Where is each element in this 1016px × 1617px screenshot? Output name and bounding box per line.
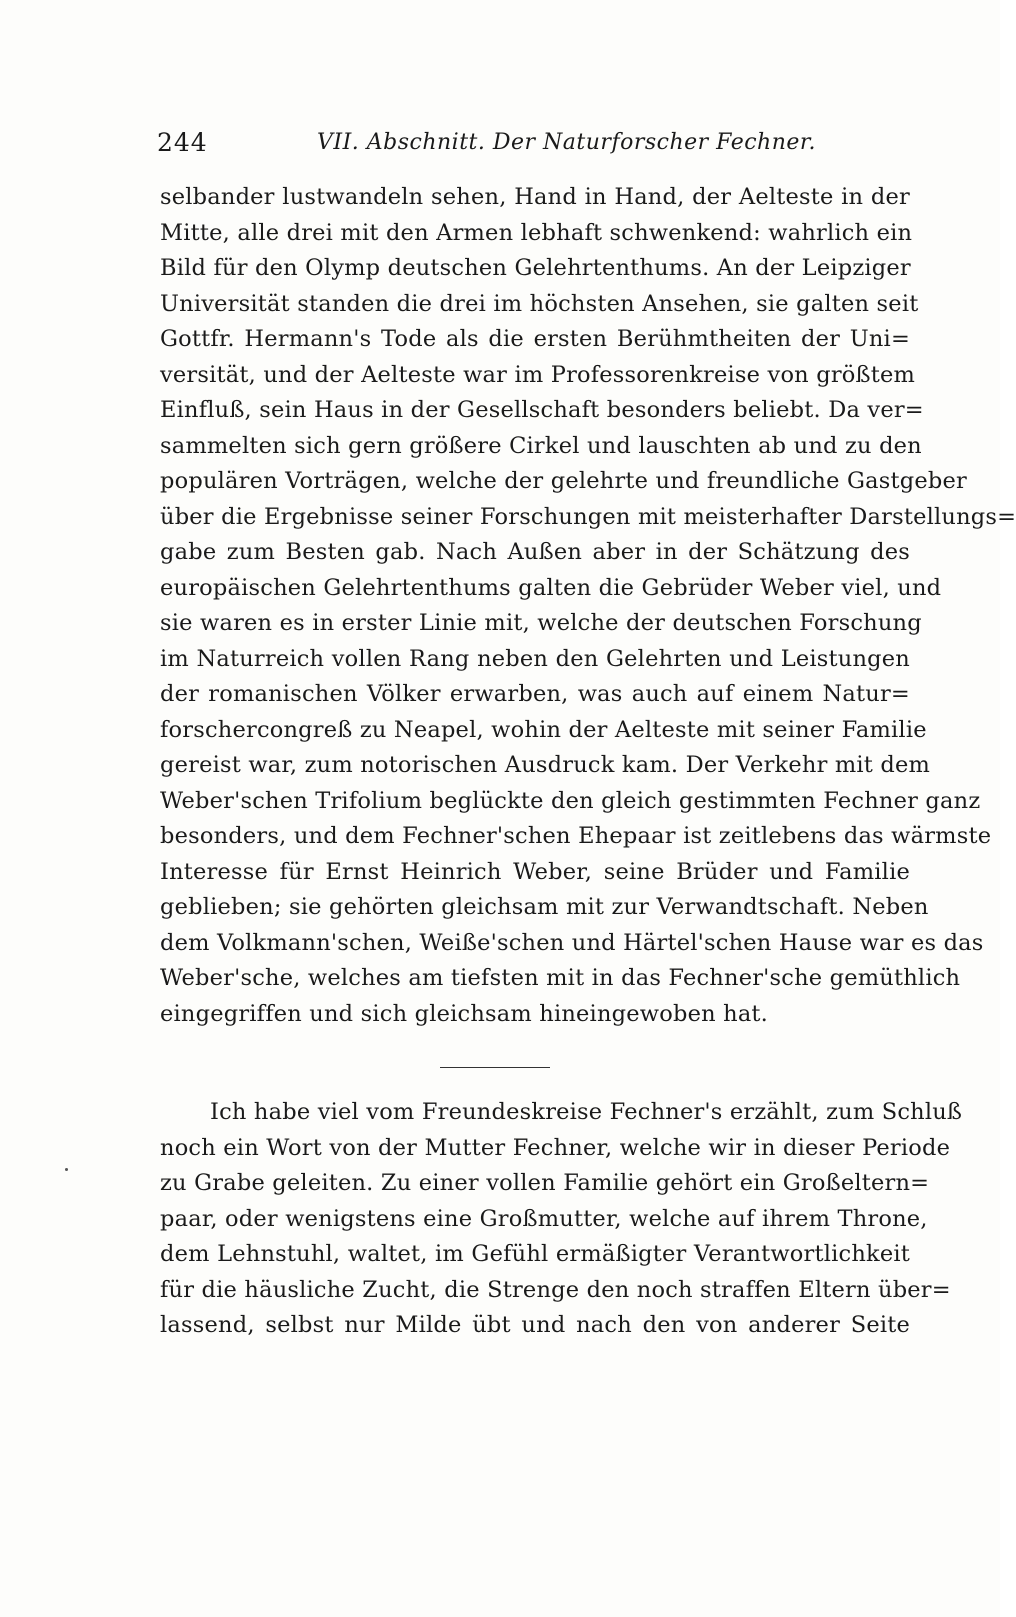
running-head: VII. Abschnitt. Der Naturforscher Fechner.	[317, 130, 817, 155]
text-line: Universität standen die drei im höchsten Ansehen, sie galten seit	[160, 290, 919, 317]
text-line: europäischen Gelehrtenthums galten die Gebrüder Weber viel, und	[160, 574, 942, 601]
paragraph-2	[160, 1095, 963, 1344]
text-line: sie waren es in erster Linie mit, welche der deutschen Forschung	[160, 610, 922, 636]
text-line: Weber'schen Trifolium beglückte den gleich gestimmten Fechner ganz	[160, 787, 981, 814]
text-line: populären Vorträgen, welche der gelehrte und freundliche Gastgeber	[160, 468, 967, 494]
text-line: besonders, und dem Fechner'schen Ehepaar ist zeitlebens das wärmste	[160, 823, 992, 849]
text-line: noch ein Wort von der Mutter Fechner, welche wir in dieser Periode	[160, 1134, 951, 1161]
text-line: über die Ergebnisse seiner Forschungen mit meisterhafter Darstellungs=	[160, 503, 1016, 530]
section-separator	[440, 1067, 550, 1068]
text-line: selbander lustwandeln sehen, Hand in Hand, der Aelteste in der	[160, 184, 910, 210]
text-line: gereist war, zum notorischen Ausdruck kam. Der Verkehr mit dem	[160, 752, 931, 778]
text-line: Weber'sche, welches am tiefsten mit in das Fechner'sche gemüthlich	[160, 965, 961, 991]
text-line: paar, oder wenigstens eine Großmutter, welche auf ihrem Throne,	[160, 1205, 928, 1232]
text-line: sammelten sich gern größere Cirkel und lauschten ab und zu den	[160, 432, 922, 459]
page-number: 244	[157, 128, 208, 157]
text-line: zu Grabe geleiten. Zu einer vollen Familie gehört ein Großeltern=	[160, 1170, 930, 1196]
text-line: im Naturreich vollen Rang neben den Gelehrten und Leistungen	[160, 645, 910, 672]
text-line: Ich habe viel vom Freundeskreise Fechner's erzählt, zum Schluß	[210, 1099, 963, 1125]
page-header	[157, 128, 912, 168]
text-line: Einfluß, sein Haus in der Gesellschaft besonders beliebt. Da ver=	[160, 397, 924, 423]
text-line: gabe zum Besten gab. Nach Außen aber in der Schätzung des	[160, 539, 910, 565]
text-line: Gottfr. Hermann's Tode als die ersten Berühmtheiten der Uni=	[160, 326, 910, 352]
text-line: Mitte, alle drei mit den Armen lebhaft schwenkend: wahrlich ein	[160, 219, 913, 246]
text-line: dem Lehnstuhl, waltet, im Gefühl ermäßigter Verantwortlichkeit	[160, 1241, 910, 1267]
text-line: geblieben; sie gehörten gleichsam mit zur Verwandtschaft. Neben	[160, 894, 929, 920]
paragraph-1	[160, 180, 1016, 1032]
print-speck	[65, 1168, 68, 1171]
text-line: Interesse für Ernst Heinrich Weber, seine Brüder und Familie	[160, 858, 910, 885]
text-line: für die häusliche Zucht, die Strenge den noch straffen Eltern über=	[160, 1276, 951, 1303]
text-line: lassend, selbst nur Milde übt und nach den von anderer Seite	[160, 1312, 910, 1338]
text-line: forschercongreß zu Neapel, wohin der Aelteste mit seiner Familie	[160, 716, 927, 743]
text-line: dem Volkmann'schen, Weiße'schen und Härtel'schen Hause war es das	[160, 929, 984, 956]
text-line: eingegriffen und sich gleichsam hineingewoben hat.	[160, 1000, 769, 1027]
text-line: der romanischen Völker erwarben, was auch auf einem Natur=	[160, 681, 910, 707]
text-line: versität, und der Aelteste war im Professorenkreise von größtem	[160, 361, 916, 388]
text-line: Bild für den Olymp deutschen Gelehrtenthums. An der Leipziger	[160, 255, 911, 281]
